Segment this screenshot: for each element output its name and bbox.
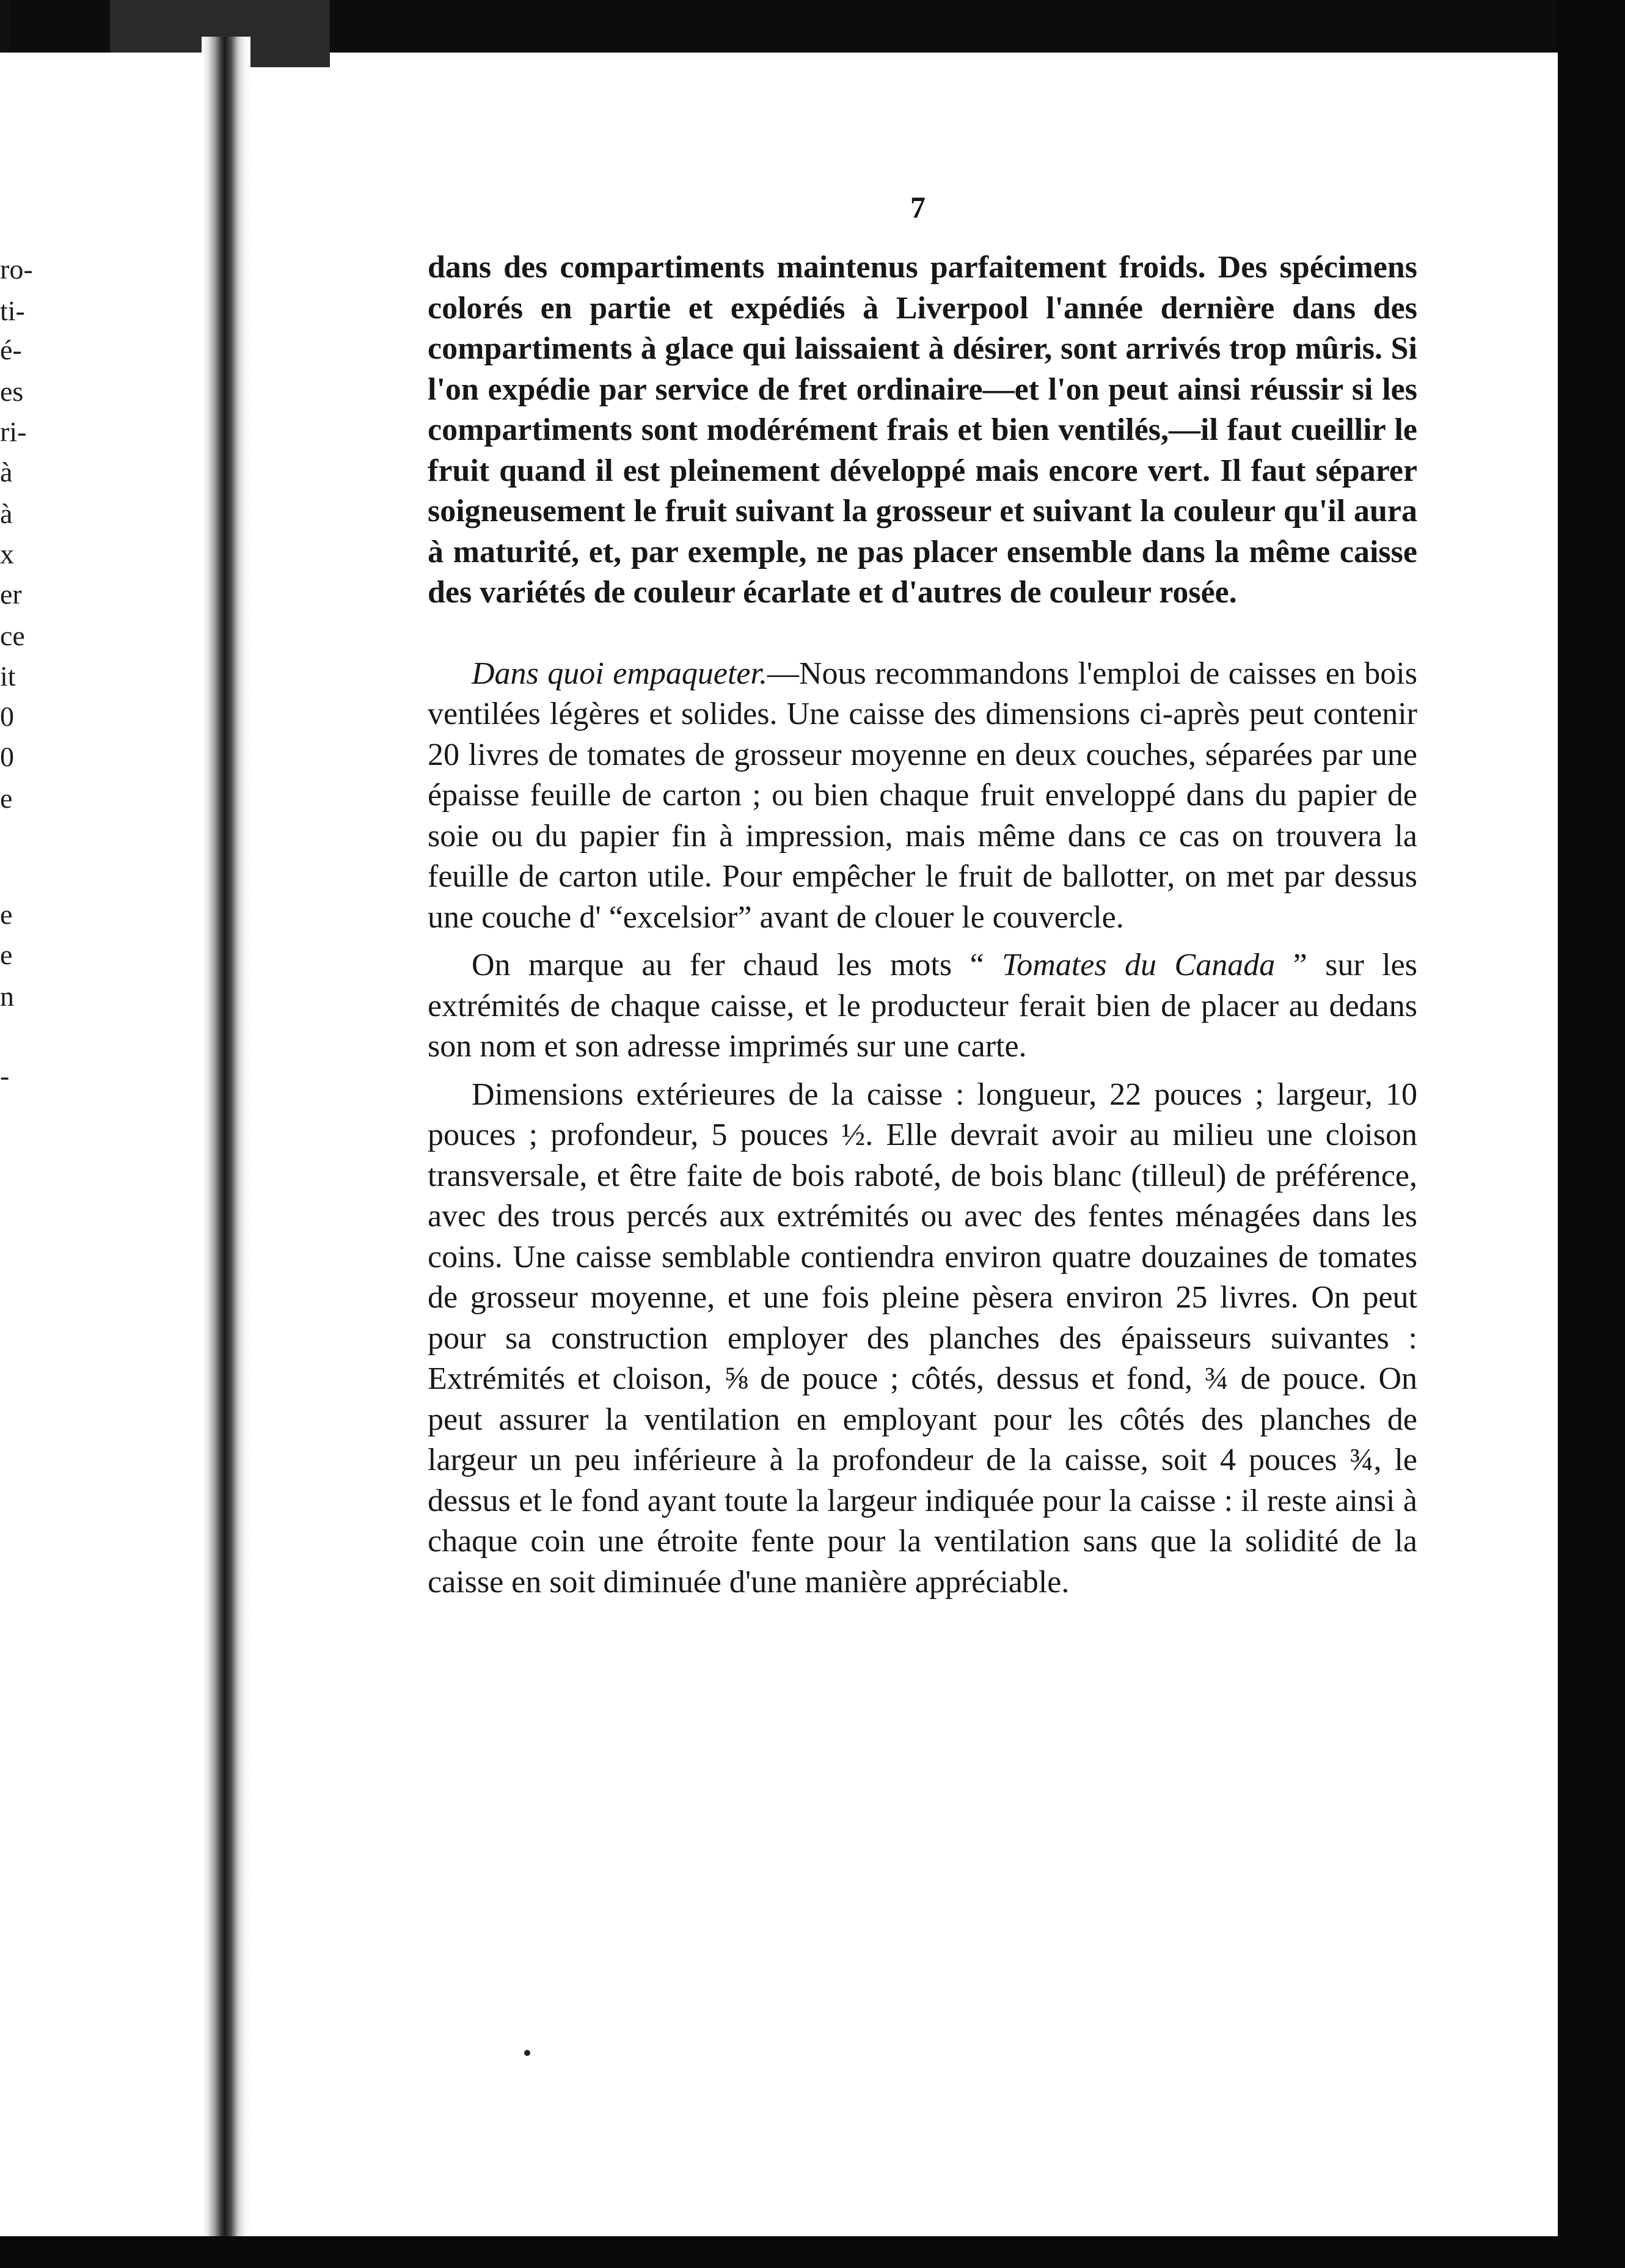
left-page-fragment: ro- [0,254,33,285]
left-page-fragment: e [0,899,13,930]
paragraph-shipping: dans des compartiments maintenus parfaitement froids. Des spécimens colorés en partie et expédiés à Liverpool l'année dernière dans des compartiments à glace qui laissaient à désirer, sont arrivés trop mûris. Si l'on expédie par service de fret ordinaire—et l'on peut ainsi réussir si les compartiments sont modérément frais et bien ventilés,—il faut cueillir le fruit quand il est pleinement développé mais encore vert. Il faut séparer soigneusement le fruit suivant la grosseur et suivant la couleur qu'il aura à maturité, et, par exemple, ne pas placer ensemble dans la même caisse des variétés de couleur écarlate et d'autres de couleur rosée. [428,250,1417,610]
book-gutter [202,37,250,2236]
left-page-fragment: er [0,579,22,610]
scan-frame-bottom [0,2236,1625,2268]
paragraph-marking-before: On marque au fer chaud les mots “ [472,948,1002,982]
paragraph-marking [428,945,1417,1067]
paragraph-packing [428,654,1417,938]
left-page-fragment: n [0,981,14,1012]
left-page-fragment: ce [0,620,25,651]
left-page-fragment: e [0,783,13,814]
left-page-fragment: ri- [0,416,27,447]
left-page-fragment: - [0,1060,10,1091]
scan-frame-right [1558,0,1625,2268]
left-page-fragment: à [0,498,13,529]
left-page-fragment: é- [0,334,22,365]
left-page-edge [0,53,202,2236]
paragraph-packing-text: —Nous recommandons l'emploi de caisses en bois ventilées légères et solides. Une caisse des dimensions ci-après peut contenir 20 livres de tomates de grosseur moyenne en deux couches, séparées par une épaisse feuille de carton ; ou bien chaque fruit enveloppé dans du papier de soie ou du papier fin à impression, mais même dans ce cas on trouvera la feuille de carton utile. Pour empêcher le fruit de ballotter, on met par dessus une couche d' “excelsior” avant de clouer le couvercle. [428,656,1417,935]
body-text [428,247,1417,1603]
left-page-fragment: 0 [0,701,14,732]
left-page-fragment: à [0,456,13,488]
paragraph-marking-after: ” sur les extrémités de chaque caisse, et le producteur ferait bien de placer au dedans son nom et son adresse imprimés sur une carte. [428,948,1417,1064]
page-number: 7 [910,190,926,224]
left-page-fragment: es [0,376,24,407]
left-page-fragment: 0 [0,741,14,772]
left-page-fragment: e [0,939,13,970]
paragraph-dimensions: Dimensions extérieures de la caisse : longueur, 22 pouces ; largeur, 10 pouces ; profondeur, 5 pouces ½. Elle devrait avoir au milieu une cloison transversale, et être faite de bois raboté, de bois blanc (tilleul) de préférence, avec des trous percés aux extrémités ou avec des fentes ménagées dans les coins. Une caisse semblable contiendra environ quatre douzaines de tomates de grosseur moyenne, et une fois pleine pèsera environ 25 livres. On peut pour sa construction employer des planches des épaisseurs suivantes : Extrémités et cloison, ⅝ de pouce ; côtés, dessus et fond, ¾ de pouce. On peut assurer la ventilation en employant pour les côtés des planches de largeur un peu inférieure à la profondeur de la caisse, soit 4 pouces ¾, le dessus et le fond ayant toute la largeur indiquée pour la caisse : il reste ainsi à chaque coin une étroite fente pour la ventilation sans que la solidité de la caisse en soit diminuée d'une manière appréciable. [428,1077,1417,1600]
left-page-fragment: ti- [0,295,25,326]
left-page-fragment: x [0,538,14,569]
section-heading: Dans quoi empaqueter. [472,656,767,691]
left-page-fragment: it [0,660,16,692]
brand-mark-text: Tomates du Canada [1002,948,1276,982]
scan-speck [524,2050,530,2056]
